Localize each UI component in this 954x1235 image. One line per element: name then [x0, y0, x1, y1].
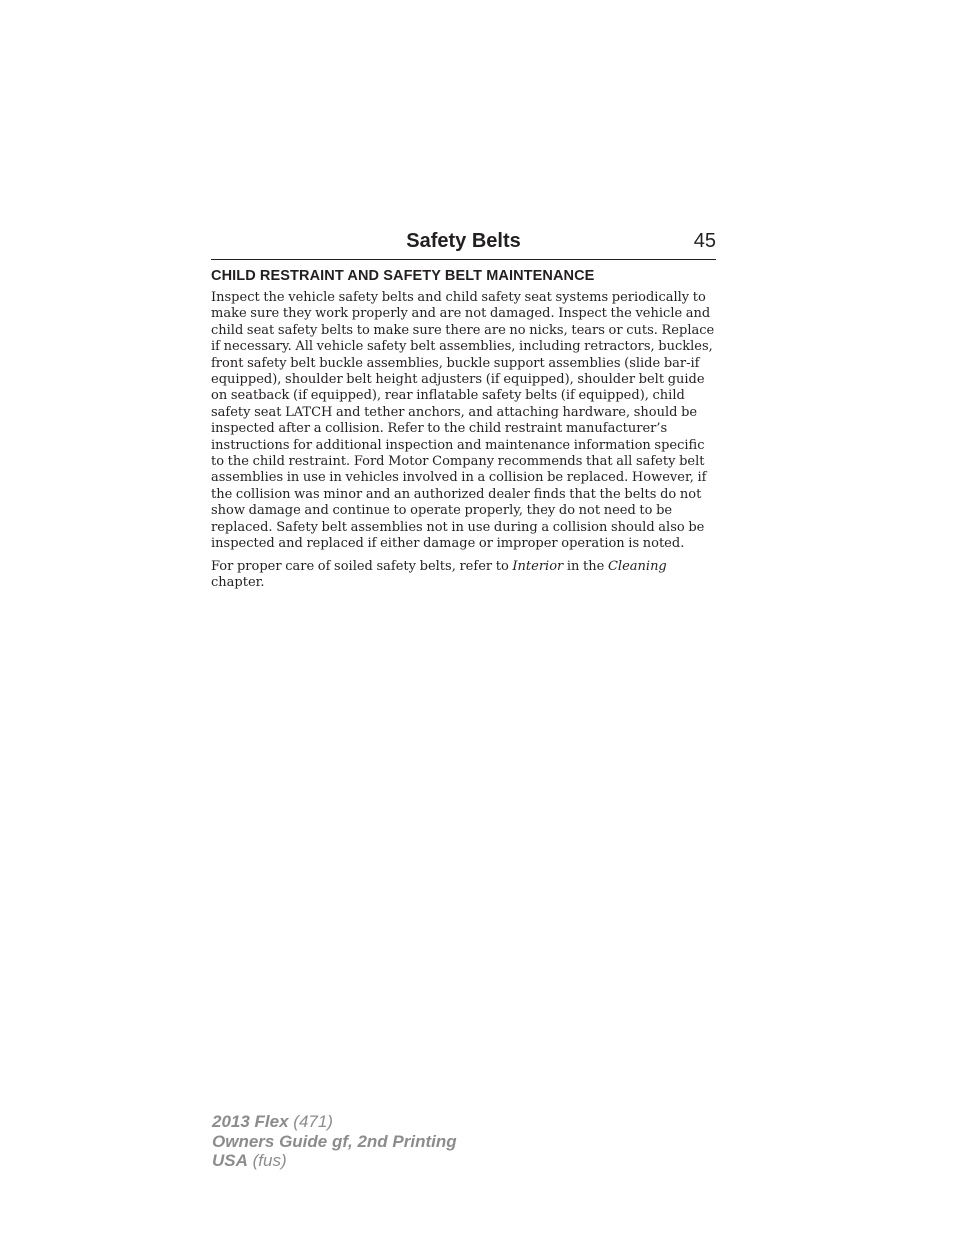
chapter-title: Safety Belts — [406, 230, 521, 252]
para2-text-1: For proper care of soiled safety belts, refer to — [211, 558, 513, 574]
footer-model-code: (471) — [288, 1112, 333, 1131]
footer-guide: Owners Guide gf, 2nd Printing — [212, 1131, 457, 1151]
footer-line-region — [212, 1151, 457, 1171]
footer-model: 2013 Flex — [212, 1112, 289, 1131]
para2-text-2: in the — [563, 558, 608, 574]
maintenance-paragraph: Inspect the vehicle safety belts and child safety seat systems periodically to make sure they work properly and are not damaged. Inspect the vehicle and child seat safety belts to make sure there are no nicks, tears or cuts. Replace if necessary. All vehicle safety belt assemblies, including retractors, buckles, front safety belt buckle assemblies, buckle support assemblies (slide bar-if equipped), shoulder belt height adjusters (if equipped), shoulder belt guide on seatback (if equipped), rear inflatable safety belts (if equipped), child safety seat LATCH and tether anchors, and attaching hardware, should be inspected after a collision. Refer to the child restraint manufacturer’s instructions for additional inspection and maintenance information specific to the child restraint. Ford Motor Company recommends that all safety belt assemblies in use in vehicles involved in a collision be replaced. However, if the collision was minor and an authorized dealer finds that the belts do not show damage and continue to operate properly, they do not need to be replaced. Safety belt assemblies not in use during a collision should also be inspected and replaced if either damage or improper operation is noted. — [211, 290, 715, 552]
cleaning-reference-paragraph — [211, 559, 716, 592]
footer-line-guide — [212, 1132, 457, 1152]
para2-text-3: chapter. — [211, 574, 265, 590]
cleaning-reference: Cleaning — [607, 558, 667, 574]
footer-line-model — [212, 1112, 457, 1132]
footer-region-code: (fus) — [247, 1151, 287, 1170]
page-content — [211, 268, 716, 597]
footer-region: USA — [212, 1151, 248, 1170]
section-heading: CHILD RESTRAINT AND SAFETY BELT MAINTENANCE — [211, 268, 595, 284]
page-header — [211, 229, 716, 260]
page-number: 45 — [693, 230, 716, 252]
interior-reference: Interior — [512, 558, 564, 574]
page-footer — [212, 1112, 457, 1171]
